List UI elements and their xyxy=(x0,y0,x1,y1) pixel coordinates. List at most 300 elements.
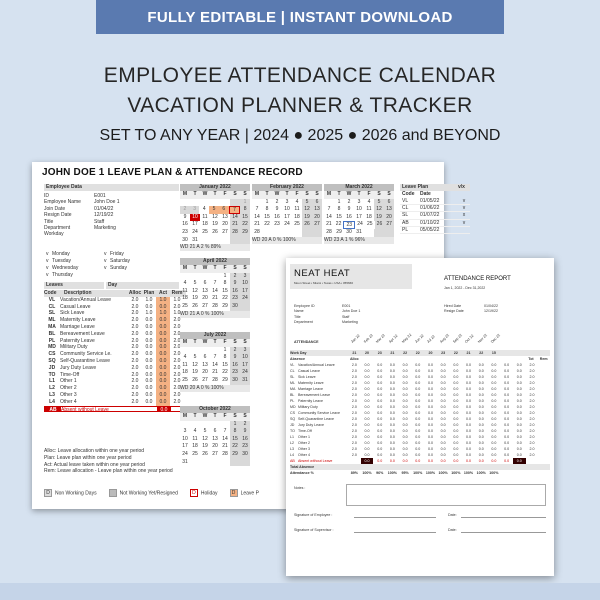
calendar-day[interactable] xyxy=(210,273,220,281)
calendar-day[interactable]: 9 xyxy=(230,354,240,362)
calendar-day[interactable]: 1 xyxy=(223,346,227,353)
calendar-day[interactable]: 19 xyxy=(212,221,218,228)
workday-check[interactable] xyxy=(104,272,110,279)
leave-alloc[interactable]: 2.0 xyxy=(131,337,139,344)
calendar-day[interactable]: 12 xyxy=(212,213,218,220)
workday-check[interactable]: v xyxy=(46,258,49,264)
calendar-day[interactable]: 22 xyxy=(335,221,342,228)
calendar-day[interactable]: 31 xyxy=(182,458,188,465)
calendar-day[interactable]: 13 xyxy=(312,206,322,214)
calendar-day[interactable]: 30 xyxy=(346,228,352,235)
calendar-day[interactable]: 4 xyxy=(295,198,299,205)
calendar-day[interactable]: 9 xyxy=(347,206,351,213)
calendar-day[interactable] xyxy=(200,237,210,245)
absence-cell: 0.0 xyxy=(466,447,472,451)
calendar-day[interactable]: 29 xyxy=(336,228,342,235)
absence-cell: 0.0 xyxy=(453,447,459,451)
leave-plan-code[interactable]: PL xyxy=(402,226,409,233)
calendar-day[interactable]: 21 xyxy=(254,221,260,228)
calendar-day[interactable]: 8 xyxy=(230,428,240,436)
leave-alloc[interactable]: 2.0 xyxy=(131,303,139,310)
leave-alloc[interactable]: 2.0 xyxy=(131,317,139,324)
calendar-day[interactable]: 5 xyxy=(209,206,219,214)
calendar-day[interactable]: 1 xyxy=(223,272,227,279)
calendar-day[interactable]: 28 xyxy=(222,450,228,457)
calendar-day[interactable]: 13 xyxy=(222,213,228,220)
calendar-day[interactable]: 13 xyxy=(212,435,218,442)
calendar-day[interactable]: 27 xyxy=(312,221,322,229)
calendar-day[interactable] xyxy=(180,199,190,207)
calendar-day[interactable] xyxy=(180,273,190,281)
calendar-day[interactable]: 20 xyxy=(202,295,208,302)
calendar-day[interactable]: 2 xyxy=(230,347,240,355)
calendar-day[interactable]: 9 xyxy=(240,428,250,436)
calendar-day[interactable]: 5 xyxy=(193,354,197,361)
calendar-day[interactable]: 14 xyxy=(212,287,218,294)
calendar-day[interactable]: 14 xyxy=(230,214,240,222)
calendar-day[interactable]: 2 xyxy=(240,421,250,429)
calendar-day[interactable]: 8 xyxy=(337,206,341,213)
calendar-day[interactable]: 27 xyxy=(212,450,218,457)
calendar-day[interactable]: 9 xyxy=(230,280,240,288)
calendar-day[interactable] xyxy=(210,347,220,355)
absence-cell: 0.0 xyxy=(389,423,395,427)
calendar-day[interactable]: 13 xyxy=(384,206,394,214)
calendar-day[interactable]: 3 xyxy=(240,347,250,355)
calendar-day[interactable]: 18 xyxy=(294,213,300,220)
absence-cell: 2.0 xyxy=(351,453,357,457)
calendar-day[interactable]: 8 xyxy=(223,280,227,287)
calendar-day[interactable]: 17 xyxy=(182,443,188,450)
work-day-value: 22 xyxy=(453,351,458,355)
calendar-day[interactable] xyxy=(210,421,220,429)
calendar-day[interactable]: 10 xyxy=(240,354,250,362)
leave-row xyxy=(44,324,186,331)
workday-check[interactable]: v xyxy=(104,251,107,257)
calendar-day[interactable]: 10 xyxy=(182,435,188,442)
calendar-day[interactable]: 11 xyxy=(202,213,208,220)
calendar-day[interactable]: 23 xyxy=(182,228,188,235)
leave-alloc[interactable]: 2.0 xyxy=(131,344,139,351)
calendar-day[interactable] xyxy=(180,347,190,355)
leave-plan-status[interactable]: v xyxy=(462,219,466,226)
calendar-day[interactable]: 25 xyxy=(192,450,198,457)
calendar-day[interactable]: 26 xyxy=(192,302,198,309)
calendar-day[interactable]: 6 xyxy=(203,280,207,287)
calendar-day[interactable]: 11 xyxy=(294,206,300,213)
calendar-day[interactable]: 9 xyxy=(275,206,279,213)
calendar-day[interactable]: 4 xyxy=(193,428,197,435)
calendar-day[interactable]: 6 xyxy=(312,199,322,207)
calendar-day[interactable]: 6 xyxy=(219,206,229,214)
calendar-day[interactable]: 27 xyxy=(384,221,394,229)
leave-alloc[interactable]: 2.0 xyxy=(131,296,139,303)
calendar-day[interactable]: 14 xyxy=(254,213,260,220)
attendance-pct-value: 100% xyxy=(463,471,474,475)
calendar-day[interactable]: 27 xyxy=(202,376,208,383)
calendar-day[interactable] xyxy=(302,229,312,237)
calendar-day[interactable]: 15 xyxy=(264,213,270,220)
leave-alloc[interactable]: 2.0 xyxy=(131,323,139,330)
calendar-day[interactable]: 23 xyxy=(230,369,240,377)
calendar-day[interactable]: 29 xyxy=(222,302,228,309)
calendar-day[interactable]: 14 xyxy=(212,361,218,368)
calendar-day[interactable]: 29 xyxy=(230,451,240,459)
calendar-day[interactable]: 13 xyxy=(202,287,208,294)
calendar-day[interactable]: 16 xyxy=(230,362,240,370)
absence-cell: 0.0 xyxy=(491,381,497,385)
calendar-day[interactable]: 25 xyxy=(182,302,188,309)
calendar-day[interactable]: 23 xyxy=(274,221,280,228)
calendar-day[interactable] xyxy=(364,229,374,237)
calendar-day[interactable]: 26 xyxy=(212,228,218,235)
calendar-day[interactable]: 24 xyxy=(240,295,250,303)
calendar-day[interactable]: 16 xyxy=(240,436,250,444)
day-header: Day xyxy=(106,282,179,289)
leave-alloc[interactable]: 2.0 xyxy=(131,385,139,392)
calendar-day[interactable]: 20 xyxy=(312,214,322,222)
calendar-day[interactable]: 15 xyxy=(336,213,342,220)
calendar-day[interactable]: 23 xyxy=(230,295,240,303)
calendar-day[interactable]: 10 xyxy=(240,280,250,288)
calendar-day[interactable]: 12 xyxy=(192,361,198,368)
leave-plan-date[interactable]: 01/05/22 xyxy=(420,198,440,204)
calendar-day[interactable] xyxy=(240,303,250,311)
calendar-day[interactable]: 6 xyxy=(384,199,394,207)
calendar-day[interactable]: 2 xyxy=(230,273,240,281)
leave-alloc[interactable]: 2.0 xyxy=(131,398,139,405)
calendar-day[interactable]: 12 xyxy=(302,206,312,214)
workday-check[interactable]: v xyxy=(104,265,107,271)
calendar-day[interactable] xyxy=(252,199,262,207)
leave-alloc[interactable]: 2.0 xyxy=(131,391,139,398)
calendar-day[interactable]: 19 xyxy=(302,214,312,222)
calendar-day[interactable]: 27 xyxy=(222,228,228,235)
calendar-day[interactable] xyxy=(210,237,220,245)
calendar-day[interactable] xyxy=(200,199,210,207)
calendar-day[interactable]: 18 xyxy=(192,443,198,450)
calendar-day[interactable] xyxy=(240,237,250,245)
employee-field-value[interactable]: 12/19/22 xyxy=(94,212,114,219)
calendar-day[interactable]: 20 xyxy=(212,443,218,450)
calendar-day[interactable]: 25 xyxy=(182,376,188,383)
absence-cell: 0.0 xyxy=(453,423,459,427)
calendar-day[interactable]: 31 xyxy=(240,377,250,385)
calendar-day[interactable] xyxy=(374,229,384,237)
calendar-day[interactable] xyxy=(384,229,394,237)
calendar-day[interactable] xyxy=(200,273,210,281)
calendar-day[interactable]: 5 xyxy=(193,280,197,287)
leave-plan-code[interactable]: AB xyxy=(402,219,409,226)
leave-alloc[interactable]: 2.0 xyxy=(131,378,139,385)
calendar-day[interactable]: 17 xyxy=(356,213,362,220)
calendar-day[interactable]: 2 xyxy=(180,206,190,214)
calendar-day[interactable]: 18 xyxy=(366,213,372,220)
calendar-day[interactable] xyxy=(190,421,200,429)
calendar-day[interactable]: 25 xyxy=(202,228,208,235)
leave-alloc[interactable]: 2.0 xyxy=(131,357,139,364)
calendar-day[interactable]: 22 xyxy=(230,443,240,451)
calendar-day[interactable]: 2 xyxy=(347,198,351,205)
leave-plan-code[interactable]: SL xyxy=(402,212,409,219)
calendar-day[interactable] xyxy=(262,229,272,237)
absence-cell: 0.0 xyxy=(504,417,510,421)
absence-cell: 0.0 xyxy=(402,369,408,373)
calendar-day[interactable]: 10 xyxy=(190,214,200,222)
calendar-day[interactable]: 21 xyxy=(212,369,218,376)
calendar-day[interactable] xyxy=(210,459,220,467)
absence-cell: 0.0 xyxy=(415,447,421,451)
calendar-day[interactable]: 13 xyxy=(202,361,208,368)
calendar-day[interactable]: 15 xyxy=(222,287,228,294)
calendar-day[interactable]: 19 xyxy=(202,443,208,450)
calendar-day[interactable]: 22 xyxy=(222,369,228,376)
calendar-day[interactable]: 24 xyxy=(240,369,250,377)
calendar-day[interactable] xyxy=(230,459,240,467)
calendar-day[interactable]: 6 xyxy=(203,354,207,361)
calendar-day[interactable]: 24 xyxy=(192,228,198,235)
calendar-day[interactable]: 3 xyxy=(285,198,289,205)
workday-check[interactable]: v xyxy=(46,265,49,271)
calendar-day[interactable]: 28 xyxy=(254,228,260,235)
calendar-day[interactable]: 11 xyxy=(182,287,188,294)
calendar-day[interactable]: 5 xyxy=(374,199,384,207)
calendar-day[interactable]: 30 xyxy=(230,377,240,385)
leave-plan-status[interactable]: x xyxy=(462,212,466,219)
calendar-day[interactable]: 19 xyxy=(192,295,198,302)
absence-cell: 2.0 xyxy=(529,447,535,451)
calendar-day[interactable]: 24 xyxy=(182,450,188,457)
calendar-day[interactable]: 12 xyxy=(374,206,384,214)
calendar-day[interactable]: 5 xyxy=(302,199,312,207)
calendar-day[interactable]: 15 xyxy=(230,436,240,444)
calendar-day[interactable]: 23 xyxy=(343,221,355,229)
calendar-day[interactable]: 26 xyxy=(302,221,312,229)
absence-cell: 2.0 xyxy=(351,399,357,403)
calendar-day[interactable]: 8 xyxy=(223,354,227,361)
calendar-day[interactable]: 30 xyxy=(240,451,250,459)
employee-field-value[interactable]: 01/04/22 xyxy=(94,205,114,212)
leave-remaining: 1.0 xyxy=(173,296,181,303)
calendar-day[interactable]: 24 xyxy=(284,221,290,228)
calendar-day[interactable]: 24 xyxy=(357,221,363,228)
calendar-day[interactable]: 18 xyxy=(182,295,188,302)
calendar-day[interactable]: 25 xyxy=(366,221,373,228)
calendar-day[interactable]: 5 xyxy=(203,428,207,435)
calendar-day[interactable]: 28 xyxy=(326,228,332,235)
calendar-day[interactable]: 9 xyxy=(183,213,187,220)
calendar-day[interactable] xyxy=(240,459,250,467)
calendar-day[interactable] xyxy=(272,229,282,237)
calendar-day[interactable] xyxy=(292,229,302,237)
calendar-day[interactable]: 11 xyxy=(366,206,372,213)
month-header: January 2022 xyxy=(180,184,250,191)
calendar-day[interactable]: 20 xyxy=(384,214,394,222)
leave-alloc[interactable]: 2.0 xyxy=(131,364,139,371)
calendar-day[interactable] xyxy=(200,421,210,429)
employee-field-value[interactable]: Marketing xyxy=(94,224,116,231)
calendar-day[interactable]: 1 xyxy=(230,421,240,429)
workday-check[interactable]: v xyxy=(46,251,49,257)
calendar-day[interactable]: 21 xyxy=(212,295,218,302)
leave-alloc[interactable]: 2.0 xyxy=(131,371,139,378)
calendar-day[interactable] xyxy=(210,199,220,207)
calendar-day[interactable]: 4 xyxy=(183,354,187,361)
attendance-pct-value: 100% xyxy=(476,471,486,475)
leave-plan-status[interactable]: v xyxy=(462,198,466,204)
calendar-day[interactable]: 11 xyxy=(182,361,188,368)
employee-field-value[interactable]: Staff xyxy=(94,218,105,225)
calendar-day[interactable]: 17 xyxy=(240,362,250,370)
report-date-row xyxy=(444,309,498,314)
leave-alloc[interactable]: 2.0 xyxy=(131,330,139,337)
calendar-day[interactable]: 22 xyxy=(222,295,228,302)
leave-row xyxy=(44,297,186,304)
calendar-day[interactable]: 23 xyxy=(240,443,250,451)
absence-cell: 0.0 xyxy=(364,399,370,403)
leave-plan: 0.0 xyxy=(145,378,153,385)
legend-swatch xyxy=(109,489,117,497)
calendar-day[interactable]: 28 xyxy=(212,302,218,309)
calendar-day[interactable] xyxy=(230,237,240,245)
calendar-day[interactable]: 3 xyxy=(240,273,250,281)
calendar-day[interactable] xyxy=(220,237,230,245)
calendar-day[interactable]: 3 xyxy=(357,198,361,205)
calendar-day[interactable]: 8 xyxy=(265,206,269,213)
leave-alloc[interactable]: 2.0 xyxy=(131,351,139,358)
leave-plan-date[interactable]: 01/06/22 xyxy=(420,205,440,212)
calendar-day[interactable]: 31 xyxy=(192,236,198,243)
leave-plan-status[interactable] xyxy=(458,227,470,233)
calendar-day[interactable]: 11 xyxy=(192,435,198,442)
calendar-day[interactable]: 1 xyxy=(265,198,269,205)
leave-plan-date[interactable]: 01/10/22 xyxy=(420,219,440,226)
calendar-day[interactable]: 29 xyxy=(240,229,250,237)
calendar-day[interactable]: 2 xyxy=(275,198,279,205)
calendar-day[interactable]: 7 xyxy=(213,354,217,361)
calendar-day[interactable] xyxy=(180,421,190,429)
month-summary: WD 20 A 0 % 100% xyxy=(252,237,322,244)
calendar-day[interactable]: 15 xyxy=(240,214,250,222)
calendar-day[interactable]: 4 xyxy=(183,280,187,287)
leave-plan-date[interactable]: 05/05/22 xyxy=(420,226,440,233)
calendar-day[interactable]: 26 xyxy=(192,376,198,383)
calendar-day[interactable]: 7 xyxy=(255,206,259,213)
leave-actual: 0.0 xyxy=(156,331,170,338)
calendar-day[interactable]: 28 xyxy=(212,376,218,383)
workday-check[interactable]: v xyxy=(104,258,107,264)
calendar-day[interactable]: 7 xyxy=(229,206,241,214)
leave-plan-code[interactable]: CL xyxy=(402,205,409,212)
calendar-day[interactable] xyxy=(220,421,230,429)
calendar-day[interactable]: 14 xyxy=(222,435,228,442)
calendar-day[interactable]: 21 xyxy=(230,221,240,229)
calendar-day[interactable] xyxy=(230,199,240,207)
calendar-day[interactable] xyxy=(312,229,322,237)
employee-field-value[interactable]: E001 xyxy=(94,193,106,199)
calendar-day[interactable] xyxy=(190,199,200,207)
workday-check[interactable]: v xyxy=(46,272,49,278)
calendar-day[interactable]: 21 xyxy=(326,221,332,228)
calendar-day[interactable]: 26 xyxy=(375,221,385,229)
calendar-day[interactable]: 12 xyxy=(202,435,208,442)
calendar-day[interactable]: 3 xyxy=(190,206,200,214)
calendar-day[interactable] xyxy=(190,459,200,467)
leave-plan-date[interactable]: 01/07/22 xyxy=(420,212,440,219)
employee-field-value[interactable]: John Doe 1 xyxy=(94,199,120,206)
calendar-day[interactable]: 17 xyxy=(192,221,198,228)
calendar-day[interactable]: 7 xyxy=(223,428,227,435)
calendar-day[interactable]: 4 xyxy=(202,206,206,213)
calendar-day[interactable]: 10 xyxy=(356,206,362,213)
calendar-day[interactable]: 4 xyxy=(367,198,371,205)
calendar-day[interactable] xyxy=(220,459,230,467)
calendar-day[interactable]: 7 xyxy=(327,206,331,213)
leave-plan-status[interactable]: v xyxy=(462,205,466,212)
calendar-day[interactable] xyxy=(282,229,292,237)
calendar-day[interactable]: 30 xyxy=(182,236,188,243)
calendar-day[interactable] xyxy=(200,347,210,355)
calendar-day[interactable]: 21 xyxy=(222,443,228,450)
calendar-day[interactable]: 1 xyxy=(337,198,341,205)
calendar-day[interactable]: 26 xyxy=(202,450,208,457)
absence-cell: 0.0 xyxy=(466,429,472,433)
calendar-day[interactable]: 28 xyxy=(230,229,240,237)
calendar-day[interactable]: 25 xyxy=(294,221,300,228)
calendar-day[interactable]: 30 xyxy=(230,303,240,311)
calendar-day[interactable]: 31 xyxy=(356,228,362,235)
calendar-day[interactable]: 19 xyxy=(374,214,384,222)
calendar-day[interactable]: 10 xyxy=(284,206,290,213)
calendar-day[interactable]: 22 xyxy=(264,221,270,228)
calendar-day[interactable] xyxy=(190,347,200,355)
calendar-day[interactable]: 16 xyxy=(346,213,352,220)
calendar-day[interactable]: 20 xyxy=(222,221,228,228)
calendar-day[interactable] xyxy=(324,199,334,207)
calendar-day[interactable]: 1 xyxy=(240,199,250,207)
calendar-day[interactable]: 22 xyxy=(240,221,250,229)
leave-alloc[interactable]: 2.0 xyxy=(131,310,139,317)
calendar-day[interactable]: 29 xyxy=(222,376,228,383)
calendar-day[interactable]: 18 xyxy=(202,221,208,228)
calendar-day[interactable] xyxy=(200,459,210,467)
calendar-day[interactable]: 14 xyxy=(326,213,332,220)
calendar-day[interactable]: 18 xyxy=(182,369,188,376)
calendar-day[interactable]: 16 xyxy=(182,221,188,228)
leave-plan-code[interactable]: VL xyxy=(402,198,409,204)
calendar-day[interactable]: 7 xyxy=(213,280,217,287)
calendar-day[interactable] xyxy=(220,199,230,207)
calendar-day[interactable]: 17 xyxy=(240,288,250,296)
calendar-day[interactable]: 3 xyxy=(183,428,187,435)
calendar-day[interactable]: 15 xyxy=(222,361,228,368)
calendar-day[interactable]: 27 xyxy=(202,302,208,309)
calendar-day[interactable]: 12 xyxy=(192,287,198,294)
calendar-day[interactable]: 8 xyxy=(240,206,250,214)
calendar-day[interactable]: 20 xyxy=(202,369,208,376)
calendar-day[interactable] xyxy=(190,273,200,281)
week-row xyxy=(180,362,250,370)
calendar-day[interactable]: 19 xyxy=(192,369,198,376)
leave-alloc[interactable] xyxy=(129,407,143,412)
calendar-day[interactable]: 6 xyxy=(213,428,217,435)
calendar-day[interactable]: 16 xyxy=(230,288,240,296)
calendar-day[interactable]: 16 xyxy=(274,213,280,220)
month-calendar xyxy=(180,184,250,251)
employee-field-key: Employee Name xyxy=(44,199,81,206)
calendar-day[interactable]: 17 xyxy=(284,213,290,220)
absence-cell: 0.0 xyxy=(364,417,370,421)
